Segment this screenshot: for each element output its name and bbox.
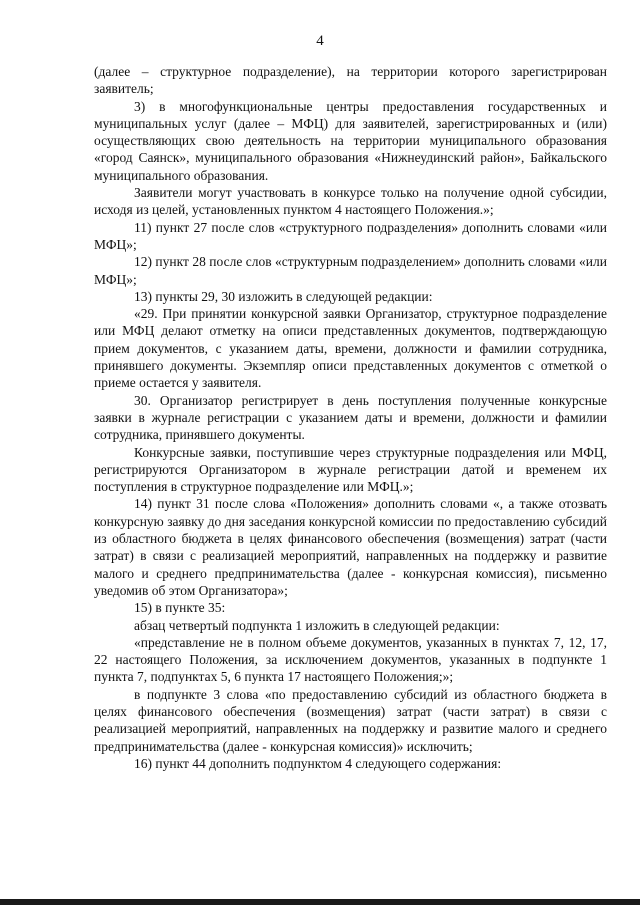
paragraph: 15) в пункте 35: <box>134 600 226 616</box>
paragraph: 16) пункт 44 дополнить подпунктом 4 следующего содержания: <box>134 755 502 771</box>
paragraph: 13) пункты 29, 30 изложить в следующей редакции: <box>134 288 433 304</box>
paragraph: 3) в многофункциональные центры предоставления государственных и муниципальных услуг (далее – МФЦ) для заявителей, зарегистрированных и (или) осуществляющих свою деятельность на территории муниципального образования «город Саянск», муниципального образования «Нижнеудинский район», Байкальского муниципального образования. <box>94 98 607 183</box>
paragraph: 11) пункт 27 после слов «структурного подразделения» дополнить словами «или МФЦ»; <box>94 219 607 252</box>
paragraph: Конкурсные заявки, поступившие через структурные подразделения или МФЦ, регистрируются Организатором в журнале регистрации датой и временем их поступления в структурное подразделение или МФЦ.»; <box>94 444 607 495</box>
paragraph: «29. При принятии конкурсной заявки Организатор, структурное подразделение или МФЦ делают отметку на описи представленных документов, подтверждающую прием документов, с указанием даты, времени, должности и фамилии сотрудника, принявшего документы. Экземпляр описи представленных документов с отметкой о приеме остается у заявителя. <box>94 306 607 391</box>
paragraph: Заявители могут участвовать в конкурсе только на получение одной субсидии, исходя из целей, установленных пунктом 4 настоящего Положения.»; <box>94 185 607 218</box>
paragraph: в подпункте 3 слова «по предоставлению субсидий из областного бюджета в целях финансового обеспечения (возмещения) затрат (части затрат) в связи с реализацией мероприятий, направленных на поддержку и развитие малого и среднего предпринимательства (далее - конкурсная комиссия)» исключить; <box>94 686 607 754</box>
scan-bottom-edge <box>0 899 640 905</box>
document-body <box>94 63 607 772</box>
paragraph: 12) пункт 28 после слов «структурным подразделением» дополнить словами «или МФЦ»; <box>94 254 607 287</box>
paragraph: 30. Организатор регистрирует в день поступления полученные конкурсные заявки в журнале регистрации с указанием даты и времени, должности и фамилии сотрудника, принявшего документы. <box>94 392 607 443</box>
paragraph: абзац четвертый подпункта 1 изложить в следующей редакции: <box>134 617 500 633</box>
paragraph: (далее – структурное подразделение), на территории которого зарегистрирован заявитель; <box>94 64 607 97</box>
paragraph: «представление не в полном объеме документов, указанных в пунктах 7, 12, 17, 22 настоящего Положения, за исключением документов, указанных в подпункте 1 пункта 7, подпунктах 5, 6 пункта 17 настоящего Положения;»; <box>94 634 607 685</box>
paragraph: 14) пункт 31 после слова «Положения» дополнить словами «, а также отозвать конкурсную заявку до дня заседания конкурсной комиссии по предоставлению субсидий из областного бюджета в целях финансового обеспечения (возмещения) затрат (части затрат) в связи с реализацией мероприятий, направленных на поддержку и развитие малого и среднего предпринимательства (далее - конкурсная комиссия), письменно уведомив об этом Организатора»; <box>94 496 607 598</box>
page-number: 4 <box>316 33 324 49</box>
